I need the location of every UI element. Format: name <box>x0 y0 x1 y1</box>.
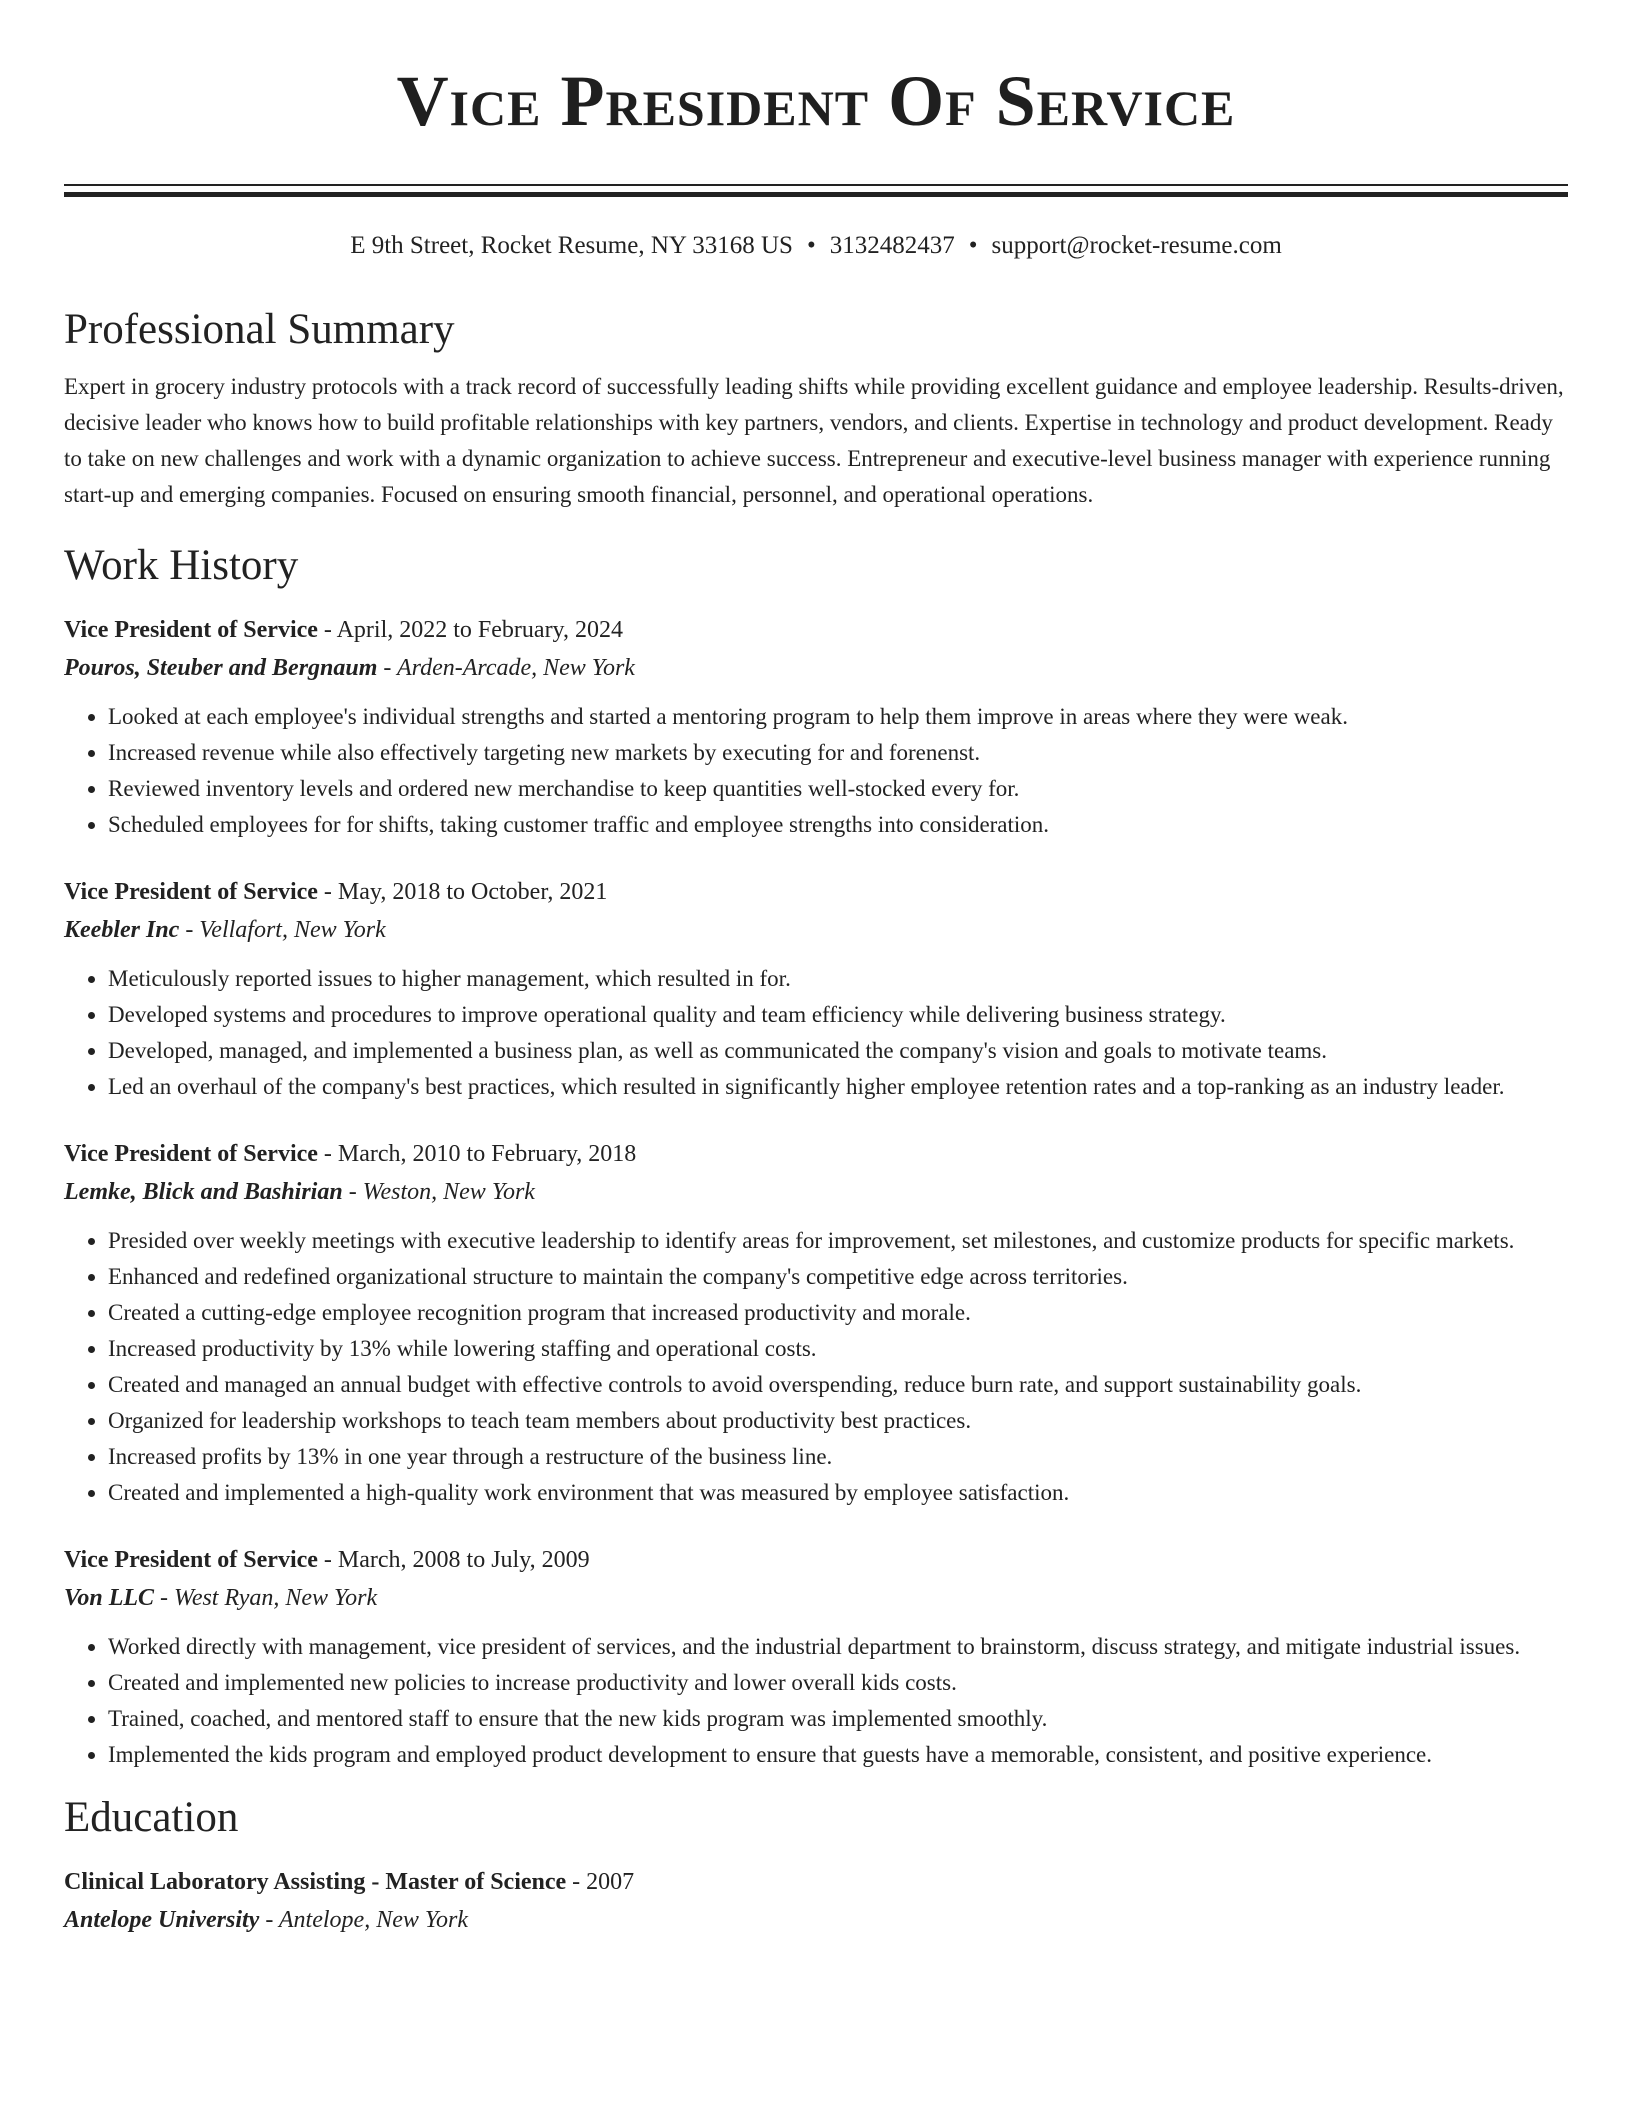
job-title: Vice President of Service <box>64 879 318 905</box>
job-bullets <box>64 1629 1568 1773</box>
job-bullets <box>64 1223 1568 1511</box>
job-dates: - March, 2008 to July, 2009 <box>317 1547 590 1573</box>
job-bullet: • Meticulously reported issues to higher management, which resulted in for. <box>108 961 1568 997</box>
education-school: Antelope University <box>64 1907 260 1933</box>
contact-email: support@rocket-resume.com <box>991 232 1282 259</box>
resume-title: Vice President Of Service <box>396 61 1236 141</box>
job-bullet: • Increased productivity by 13% while lowering staffing and operational costs. <box>108 1331 1568 1367</box>
job-bullet: • Implemented the kids program and employed product development to ensure that guests have a memorable, consistent, and positive experience. <box>108 1737 1568 1773</box>
job-bullet: • Trained, coached, and mentored staff to ensure that the new kids program was implemented smoothly. <box>108 1701 1568 1737</box>
job-location: - Vellafort, New York <box>179 917 386 943</box>
title-divider-thick <box>64 192 1568 197</box>
job-dates: - April, 2022 to February, 2024 <box>317 617 623 643</box>
job-company-line <box>64 911 1568 949</box>
section-heading-work-history: Work History <box>64 542 299 589</box>
section-heading-summary: Professional Summary <box>64 306 455 353</box>
job-bullet: • Presided over weekly meetings with executive leadership to identify areas for improvement, set milestones, and customize products for specific markets. <box>108 1223 1568 1259</box>
job-bullet: • Led an overhaul of the company's best practices, which resulted in significantly higher employee retention rates and a top-ranking as an industry leader. <box>108 1069 1568 1105</box>
job-bullet: • Looked at each employee's individual strengths and started a mentoring program to help them improve in areas where they were weak. <box>108 699 1568 735</box>
job-header <box>64 1541 1568 1579</box>
job-bullet: • Enhanced and redefined organizational structure to maintain the company's competitive edge across territories. <box>108 1259 1568 1295</box>
job-location: - Arden-Arcade, New York <box>377 655 635 681</box>
job-dates: - March, 2010 to February, 2018 <box>317 1141 637 1167</box>
job-location: - West Ryan, New York <box>154 1585 378 1611</box>
contact-address: E 9th Street, Rocket Resume, NY 33168 US <box>350 232 793 259</box>
contact-separator: • <box>806 232 816 259</box>
job-entry <box>64 1541 1568 1773</box>
job-bullets <box>64 699 1568 843</box>
job-bullet: • Developed systems and procedures to improve operational quality and team efficiency while delivering business strategy. <box>108 997 1568 1033</box>
job-location: - Weston, New York <box>342 1179 535 1205</box>
education-school-line <box>64 1901 1568 1939</box>
education-location: - Antelope, New York <box>259 1907 468 1933</box>
job-bullets <box>64 961 1568 1105</box>
education-header <box>64 1863 1568 1901</box>
job-company: Keebler Inc <box>64 917 180 943</box>
job-header <box>64 1135 1568 1173</box>
job-title: Vice President of Service <box>64 1547 318 1573</box>
job-header <box>64 611 1568 649</box>
job-title: Vice President of Service <box>64 1141 318 1167</box>
job-bullet: • Scheduled employees for for shifts, taking customer traffic and employee strengths into consideration. <box>108 807 1568 843</box>
job-bullet: • Created and managed an annual budget with effective controls to avoid overspending, reduce burn rate, and support sustainability goals. <box>108 1367 1568 1403</box>
education-entry <box>64 1863 1568 1939</box>
job-company-line <box>64 1173 1568 1211</box>
job-bullet: • Created a cutting-edge employee recognition program that increased productivity and morale. <box>108 1295 1568 1331</box>
contact-separator: • <box>968 232 978 259</box>
job-company: Von LLC <box>64 1585 155 1611</box>
job-bullet: • Developed, managed, and implemented a business plan, as well as communicated the company's vision and goals to motivate teams. <box>108 1033 1568 1069</box>
job-company-line <box>64 649 1568 687</box>
contact-phone: 3132482437 <box>829 232 955 259</box>
job-bullet: • Created and implemented new policies to increase productivity and lower overall kids costs. <box>108 1665 1568 1701</box>
job-bullet: • Increased profits by 13% in one year through a restructure of the business line. <box>108 1439 1568 1475</box>
job-entry <box>64 611 1568 843</box>
title-divider-thin <box>64 184 1568 186</box>
job-entry <box>64 1135 1568 1511</box>
job-company-line <box>64 1579 1568 1617</box>
job-header <box>64 873 1568 911</box>
job-dates: - May, 2018 to October, 2021 <box>317 879 608 905</box>
job-bullet: • Reviewed inventory levels and ordered new merchandise to keep quantities well-stocked every for. <box>108 771 1568 807</box>
contact-line <box>64 231 1568 261</box>
education-degree: Clinical Laboratory Assisting - Master of Science <box>64 1869 567 1895</box>
job-bullet: • Increased revenue while also effectively targeting new markets by executing for and forenenst. <box>108 735 1568 771</box>
job-entry <box>64 873 1568 1105</box>
summary-text: Expert in grocery industry protocols with a track record of successfully leading shifts while providing excellent guidance and employee leadership. Results-driven, decisive leader who knows how to build profitable relationships with key partners, vendors, and clients. Expertise in technology and product development. Ready to take on new challenges and work with a dynamic organization to achieve success. Entrepreneur and executive-level business manager with experience running start-up and emerging companies. Focused on ensuring smooth financial, personnel, and operational operations. <box>64 374 1564 507</box>
job-bullet: • Worked directly with management, vice president of services, and the industrial department to brainstorm, discuss strategy, and mitigate industrial issues. <box>108 1629 1568 1665</box>
job-bullet: • Created and implemented a high-quality work environment that was measured by employee satisfaction. <box>108 1475 1568 1511</box>
job-bullet: • Organized for leadership workshops to teach team members about productivity best practices. <box>108 1403 1568 1439</box>
job-company: Lemke, Blick and Bashirian <box>64 1179 343 1205</box>
education-year: - 2007 <box>566 1869 635 1895</box>
job-company: Pouros, Steuber and Bergnaum <box>64 655 378 681</box>
job-title: Vice President of Service <box>64 617 318 643</box>
section-heading-education: Education <box>64 1794 239 1841</box>
